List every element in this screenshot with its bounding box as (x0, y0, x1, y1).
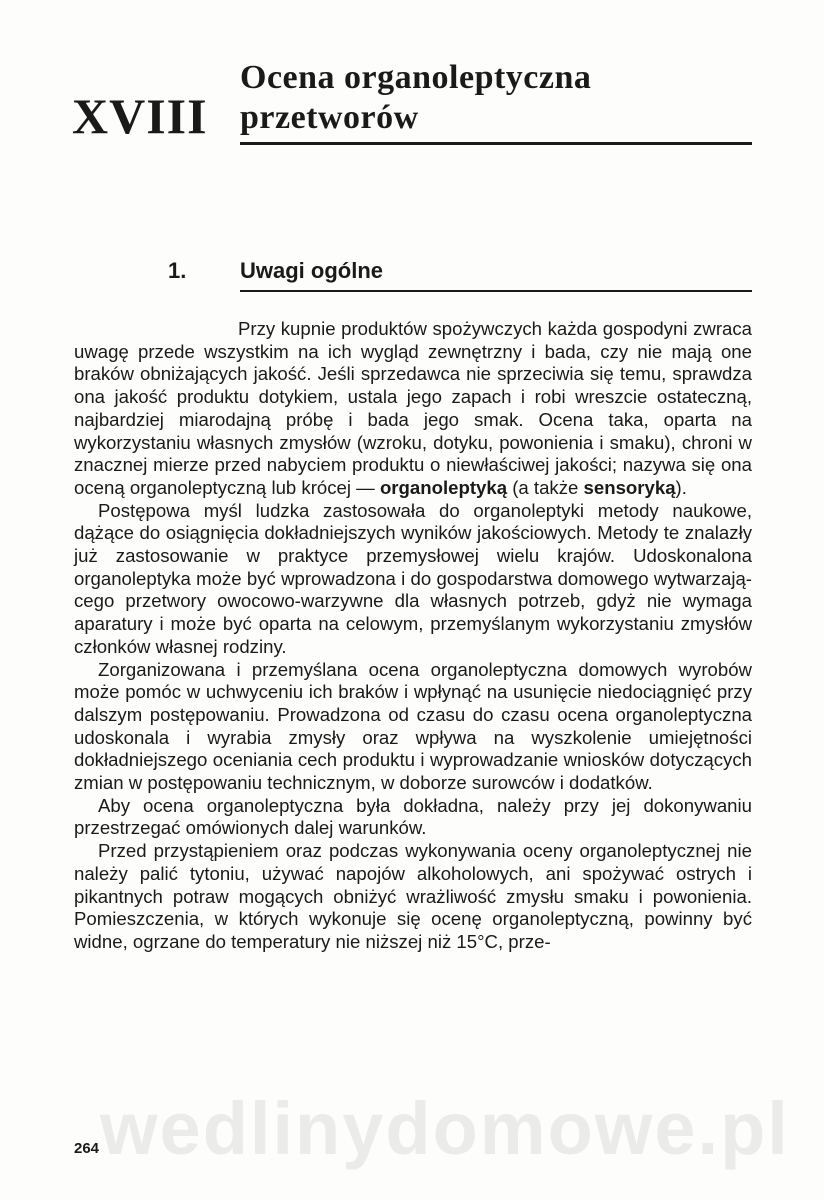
text-segment: ). (675, 476, 687, 498)
paragraph (74, 318, 752, 500)
chapter-title: Ocena organoleptyczna przetworów (240, 59, 592, 136)
body-text (74, 318, 752, 954)
chapter-title-rule (240, 142, 752, 145)
chapter-number: XVIII (72, 88, 208, 144)
paragraph (74, 500, 752, 659)
section-title: Uwagi ogólne (240, 258, 383, 283)
bold-term: sensoryką (583, 476, 676, 498)
page-number: 264 (74, 1140, 100, 1157)
paragraph (74, 795, 752, 840)
text-segment: Zorganizowana i przemyślana ocena organoleptyczna domowych wyrobów może pomóc w uchwyceniu ich braków i wpłynąć na usunięcie niedociągnięć przy dalszym postępowaniu. Prowadzona od czasu do czasu ocena organoleptyczna udoskonala i wyrabia zmysły oraz wpływa na wyszkolenie umiejętności dokładniejszego oceniania cech produktu i wyprowadzanie wniosków dotyczących zmian w postępowaniu technicznym, w doborze surowców i dodatków. (74, 658, 752, 794)
text-segment: Aby ocena organoleptyczna była dokładna, należy przy jej dokonywaniu przestrzegać omówionych dalej warunków. (74, 794, 752, 839)
section-title-rule (240, 290, 752, 292)
text-segment: Postępowa myśl ludzka zastosowała do organoleptyki metody naukowe, dążące do osiągnięcia dokładniejszych wyników jakościowych. Metody te znalazły już zastosowanie w praktyce przemysłowej wielu krajów. Udoskonalona organoleptyka może być wprowadzona i do gospodarstwa domowego wytwarzającego przetwory owocowo-warzywne dla własnych potrzeb, gdyż nie wymaga aparatury i może być oparta na celowym, przemyślanym wykorzystaniu zmysłów członków własnej rodziny. (74, 499, 752, 657)
paragraph (74, 840, 752, 954)
text-segment: Przy kupnie produktów spożywczych każda gospodyni zwraca uwagę przede wszystkim na ich wygląd zewnętrzny i bada, czy nie mają one braków obniżających jakość. Jeśli sprzedawca nie sprzeciwia się temu, sprawdza ona jakość produktu dotykiem, ustala jego zapach i robi wreszcie ostateczną, najbardziej miarodajną próbę i bada jego smak. Ocena taka, oparta na wykorzystaniu własnych zmysłów (wzroku, dotyku, powonienia i smaku), chroni w znacznej mierze przed nabyciem produktu o niewłaściwej jakości; nazywa się ona oceną organoleptyczną lub krócej — (74, 318, 752, 498)
watermark: wedlinydomowe.pl (100, 1087, 790, 1170)
bold-term: organoleptyką (379, 476, 508, 498)
text-segment: (a także (507, 476, 584, 498)
section-number: 1. (168, 258, 187, 283)
text-segment: Przed przystąpieniem oraz podczas wykonywania oceny organoleptycznej nie należy palić tytoniu, używać napojów alkoholowych, ani spożywać ostrych i pikantnych potraw mogących obniżyć wrażliwość zmysłu smaku i powonienia. Pomieszczenia, w których wykonuje się ocenę organoleptyczną, powinny być widne, ogrzane do temperatury nie niższej niż 15°C, prze- (74, 840, 752, 952)
paragraph (74, 659, 752, 795)
